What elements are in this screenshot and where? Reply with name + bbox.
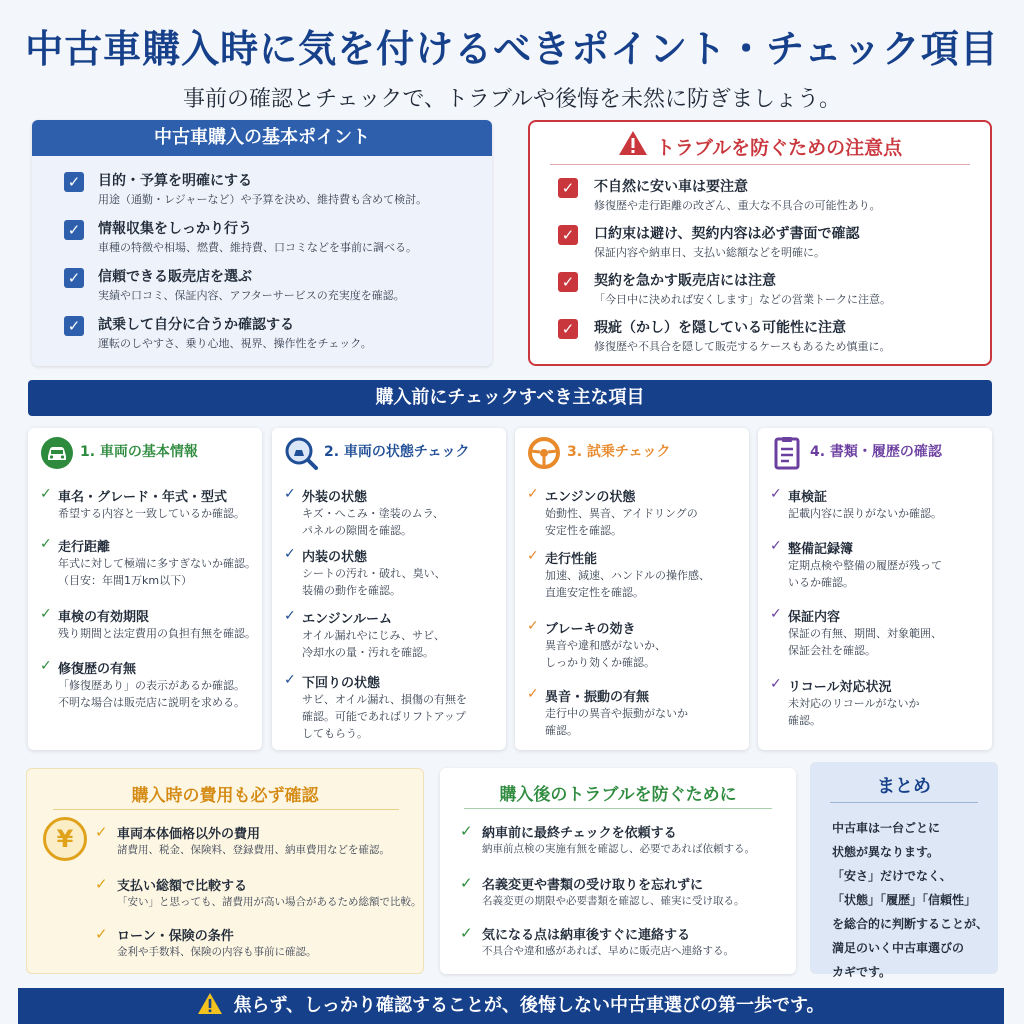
card-item-title: 修復歴の有無	[58, 662, 137, 677]
warning-icon	[618, 130, 648, 161]
check-icon: ✓	[770, 606, 782, 622]
card-item-desc: 「修復歴あり」の表示があるか確認。 不明な場合は販売店に説明を求める。	[58, 679, 245, 709]
card-item-title: エンジンルーム	[302, 612, 393, 627]
card-item-title: 車検の有効期限	[58, 610, 150, 625]
after-item-title: 名義変更や書類の受け取りを忘れずに	[482, 878, 704, 893]
basic-point-desc: 車種の特徴や相場、燃費、維持費、口コミなどを事前に調べる。	[98, 241, 417, 254]
card-item-desc: 残り期間と法定費用の負担有無を確認。	[58, 627, 256, 640]
card-item-desc: 加速、減速、ハンドルの操作感、 直進安定性を確認。	[545, 569, 710, 599]
after-item-title: 納車前に最終チェックを依頼する	[482, 826, 677, 841]
card-item-title: 外装の状態	[302, 490, 368, 505]
checkbox-checked-icon: ✓	[64, 220, 84, 240]
card-item-desc: シートの汚れ・破れ、臭い、 装備の動作を確認。	[302, 567, 446, 597]
trouble-point-desc: 「今日中に決めれば安くします」などの営業トークに注意。	[594, 293, 891, 306]
checkbox-checked-icon: ✓	[558, 319, 578, 339]
check-section-title: 購入前にチェックすべき主な項目	[28, 380, 992, 416]
basic-point-title: 目的・予算を明確にする	[98, 173, 252, 189]
card-item-title: 走行距離	[58, 540, 111, 555]
check-card-vehicle-info	[28, 428, 262, 750]
checkbox-checked-icon: ✓	[558, 225, 578, 245]
card-item-title: ブレーキの効き	[545, 622, 636, 637]
divider	[464, 808, 772, 809]
basic-points-panel	[32, 120, 492, 366]
cost-item-desc: 諸費用、税金、保険料、登録費用、納車費用などを確認。	[117, 844, 390, 856]
card-title: 2. 車両の状態チェック	[324, 444, 470, 460]
check-icon: ✓	[95, 875, 108, 893]
warning-icon	[197, 992, 223, 1024]
card-item-desc: オイル漏れやにじみ、サビ、 冷却水の量・汚れを確認。	[302, 629, 445, 659]
check-icon: ✓	[284, 486, 296, 502]
card-item-title: リコール対応状況	[788, 680, 892, 695]
card-item-desc: サビ、オイル漏れ、損傷の有無を 確認。可能であればリフトアップ してもらう。	[302, 693, 467, 740]
card-item-desc: 記載内容に誤りがないか確認。	[788, 507, 942, 520]
check-icon: ✓	[284, 672, 296, 688]
trouble-point-title: 不自然に安い車は要注意	[594, 179, 748, 195]
check-icon: ✓	[40, 606, 52, 622]
basic-point-title: 信頼できる販売店を選ぶ	[98, 269, 252, 285]
magnifier-icon	[284, 436, 318, 470]
summary-title: まとめ	[877, 776, 931, 797]
footer-text: 焦らず、しっかり確認することが、後悔しない中古車選びの第一歩です。	[233, 995, 825, 1016]
divider	[830, 802, 978, 803]
after-item-title: 気になる点は納車後すぐに連絡する	[482, 928, 691, 943]
cost-item-title: 車両本体価格以外の費用	[117, 827, 261, 842]
basic-point-title: 試乗して自分に合うか確認する	[98, 317, 294, 333]
trouble-point-desc: 修復歴や不具合を隠して販売するケースもあるため慎重に。	[594, 340, 891, 353]
card-item-title: エンジンの状態	[545, 490, 636, 505]
divider	[550, 164, 970, 165]
cost-item-desc: 金利や手数料、保険の内容も事前に確認。	[117, 946, 317, 958]
basic-point-desc: 用途（通勤・レジャーなど）や予算を決め、維持費も含めて検討。	[98, 193, 428, 206]
after-purchase-panel	[440, 768, 796, 974]
checkbox-checked-icon: ✓	[558, 272, 578, 292]
footer-banner	[18, 988, 1004, 1024]
card-item-title: 異音・振動の有無	[545, 690, 650, 705]
card-item-title: 下回りの状態	[302, 676, 381, 691]
divider	[53, 809, 399, 810]
card-item-desc: 希望する内容と一致しているか確認。	[58, 507, 245, 520]
card-item-desc: 年式に対して極端に多すぎないか確認。 （目安：年間1万km以下）	[58, 557, 256, 587]
card-item-desc: 未対応のリコールがないか 確認。	[788, 697, 920, 727]
check-card-vehicle-condition	[272, 428, 506, 750]
after-item-desc: 名義変更の期限や必要書類を確認し、確実に受け取る。	[482, 895, 745, 907]
cost-item-title: 支払い総額で比較する	[117, 879, 248, 894]
check-icon: ✓	[284, 546, 296, 562]
basic-point-title: 情報収集をしっかり行う	[98, 221, 252, 237]
yen-symbol: ¥	[56, 825, 74, 853]
check-icon: ✓	[95, 925, 108, 943]
document-icon	[770, 436, 804, 470]
check-icon: ✓	[95, 823, 108, 841]
check-icon: ✓	[527, 618, 539, 634]
basic-point-desc: 運転のしやすさ、乗り心地、視界、操作性をチェック。	[98, 337, 372, 350]
check-icon: ✓	[527, 548, 539, 564]
card-item-desc: 保証の有無、期間、対象範囲、 保証会社を確認。	[788, 627, 942, 657]
card-item-desc: 異音や違和感がないか、 しっかり効くか確認。	[545, 639, 666, 669]
checkbox-checked-icon: ✓	[558, 178, 578, 198]
card-item-title: 車名・グレード・年式・型式	[58, 490, 228, 505]
check-icon: ✓	[284, 608, 296, 624]
card-item-title: 内装の状態	[302, 550, 368, 565]
check-icon: ✓	[770, 538, 782, 554]
check-icon: ✓	[527, 486, 539, 502]
basic-point-desc: 実績や口コミ、保証内容、アフターサービスの充実度を確認。	[98, 289, 405, 302]
trouble-points-panel	[528, 120, 992, 366]
checkbox-checked-icon: ✓	[64, 316, 84, 336]
trouble-point-title: 契約を急かす販売店には注意	[594, 273, 776, 289]
basic-points-title: 中古車購入の基本ポイント	[32, 120, 492, 156]
check-icon: ✓	[527, 686, 539, 702]
car-icon	[40, 436, 74, 470]
check-icon: ✓	[770, 486, 782, 502]
cost-panel-title: 購入時の費用も必ず確認	[131, 786, 319, 806]
after-item-desc: 納車前点検の実施有無を確認し、必要であれば依頼する。	[482, 843, 755, 855]
check-icon: ✓	[460, 874, 473, 892]
page-title: 中古車購入時に気を付けるべきポイント・チェック項目	[25, 27, 999, 71]
summary-panel	[810, 762, 998, 979]
yen-icon	[43, 817, 87, 861]
after-item-desc: 不具合や違和感があれば、早めに販売店へ連絡する。	[482, 945, 734, 957]
trouble-points-title: トラブルを防ぐための注意点	[655, 137, 903, 159]
card-title: 3. 試乗チェック	[567, 444, 671, 460]
trouble-point-desc: 保証内容や納車日、支払い総額などを明確に。	[594, 246, 825, 259]
cost-panel	[26, 768, 424, 974]
cost-item-title: ローン・保険の条件	[117, 929, 234, 944]
card-item-desc: 定期点検や整備の履歴が残って いるか確認。	[788, 559, 942, 589]
check-icon: ✓	[770, 676, 782, 692]
card-title: 4. 書類・履歴の確認	[810, 444, 942, 460]
trouble-point-title: 口約束は避け、契約内容は必ず書面で確認	[594, 226, 860, 242]
check-card-documents	[758, 428, 992, 750]
trouble-point-title: 瑕疵（かし）を隠している可能性に注意	[594, 320, 846, 336]
trouble-point-desc: 修復歴や走行距離の改ざん、重大な不具合の可能性あり。	[594, 199, 881, 212]
check-icon: ✓	[40, 486, 52, 502]
card-item-title: 保証内容	[788, 610, 841, 625]
check-icon: ✓	[40, 658, 52, 674]
card-item-desc: 始動性、異音、アイドリングの 安定性を確認。	[545, 507, 698, 537]
check-icon: ✓	[460, 822, 473, 840]
card-item-title: 走行性能	[545, 552, 598, 567]
card-item-desc: 走行中の異音や振動がないか 確認。	[545, 707, 688, 737]
card-item-title: 車検証	[788, 490, 828, 505]
steering-wheel-icon	[527, 436, 561, 470]
trouble-points-header	[530, 130, 990, 161]
card-item-desc: キズ・へこみ・塗装のムラ、 パネルの隙間を確認。	[302, 507, 444, 537]
card-item-title: 整備記録簿	[788, 542, 854, 557]
after-panel-title: 購入後のトラブルを防ぐために	[499, 785, 737, 805]
check-card-test-drive	[515, 428, 749, 750]
page-subtitle: 事前の確認とチェックで、トラブルや後悔を未然に防ぎましょう。	[182, 87, 842, 112]
card-title: 1. 車両の基本情報	[80, 444, 198, 460]
checkbox-checked-icon: ✓	[64, 268, 84, 288]
check-icon: ✓	[40, 536, 52, 552]
cost-item-desc: 「安い」と思っても、諸費用が高い場合があるため総額で比較。	[117, 896, 422, 908]
check-icon: ✓	[460, 924, 473, 942]
checkbox-checked-icon: ✓	[64, 172, 84, 192]
summary-text: 中古車は一台ごとに 状態が異なります。 「安さ」だけでなく、 「状態」「履歴」「信頼性」 を総合的に判断することが、 満足のいく中古車選びの カギです。	[832, 821, 989, 979]
